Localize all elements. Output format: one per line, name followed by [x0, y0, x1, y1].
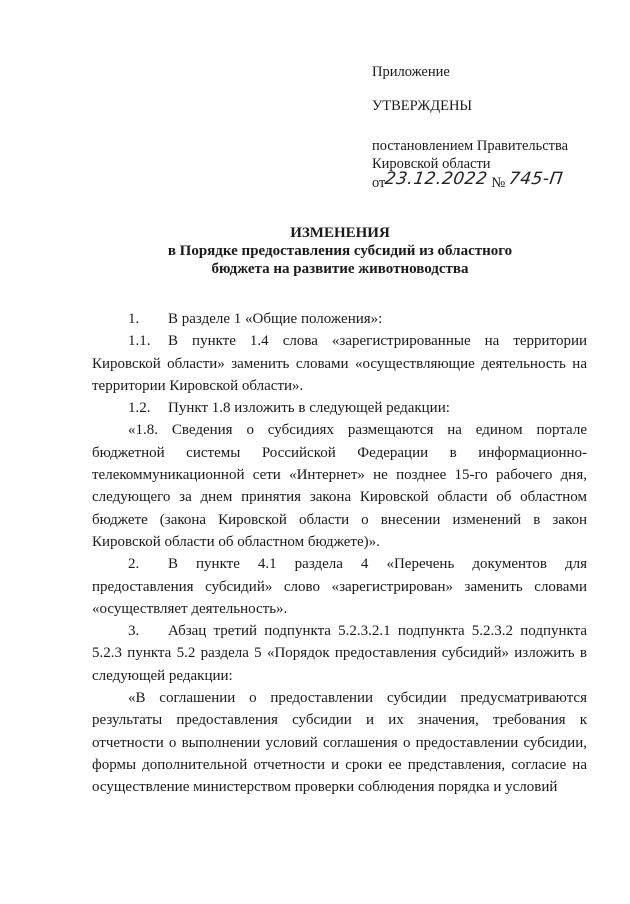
paragraph-number: 3. [128, 623, 140, 640]
paragraph [92, 620, 587, 687]
paragraph-text: В разделе 1 «Общие положения»: [168, 311, 383, 327]
handwritten-number: 745-П [507, 169, 565, 189]
paragraph-number: 1.2. [128, 400, 151, 417]
handwritten-date: 23.12.2022 [384, 169, 490, 189]
paragraph-text: В пункте 4.1 раздела 4 «Перечень документов для предоставления субсидий» слово «зарегистрирован» заменить словами «осуществляет деятельность». [92, 556, 587, 617]
decree-line-1: постановлением Правительства [372, 138, 569, 154]
decree-line-2: Кировской области [372, 156, 491, 172]
paragraph [92, 553, 587, 620]
paragraph-text: «1.8. Сведения о субсидиях размещаются на едином портале бюджетной системы Российской Федерации в информационно-телекоммуникационной сети «Интернет» не позднее 15-го рабочего дня, следующего за днем принятия закона Кировской области об областном бюджете (закона Кировской области о внесении изменений в закон Кировской области об областном бюджете)». [92, 422, 587, 550]
title-line-2: в Порядке предоставления субсидий из областного [167, 243, 513, 259]
paragraph [92, 330, 587, 397]
paragraph [92, 308, 587, 330]
approved-label: УТВЕРЖДЕНЫ [372, 98, 473, 114]
document-body [92, 308, 587, 799]
title-line-1: ИЗМЕНЕНИЯ [290, 225, 390, 241]
paragraph-number: 1.1. [128, 333, 151, 350]
appendix-label: Приложение [372, 64, 450, 80]
document-title [90, 224, 590, 278]
paragraph-text: «В соглашении о предоставлении субсидии предусматриваются результаты предоставления субсидии и их значения, требования к отчетности о выполнении условий соглашения о предоставлении субсидии, формы дополнительной отчетности и сроки ее представления, согласие на осуществление министерством проверки соблюдения порядка и условий [92, 690, 587, 796]
approval-block [372, 63, 612, 192]
number-sign: № [491, 175, 506, 191]
paragraph [92, 397, 587, 419]
paragraph-number: 2. [128, 556, 140, 573]
paragraph-text: В пункте 1.4 слова «зарегистрированные на территории Кировской области» заменить словами «осуществляющие деятельность на территории Кировской области». [92, 333, 587, 394]
paragraph [92, 419, 587, 553]
paragraph-text: Абзац третий подпункта 5.2.3.2.1 подпункта 5.2.3.2 подпункта 5.2.3 пункта 5.2 раздела 5 «Порядок предоставления субсидий» изложить в следующей редакции: [92, 623, 587, 684]
paragraph [92, 687, 587, 798]
paragraph-text: Пункт 1.8 изложить в следующей редакции: [168, 400, 450, 417]
paragraph-number: 1. [128, 311, 140, 327]
title-line-3: бюджета на развитие животноводства [211, 261, 469, 277]
date-prefix: от [372, 175, 386, 191]
decree-date-line [372, 169, 612, 192]
